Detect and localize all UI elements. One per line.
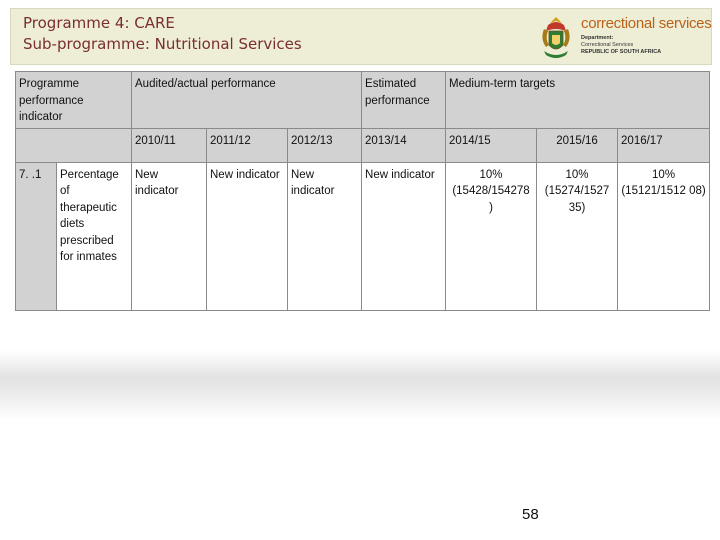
brand-name: correctional services (581, 15, 712, 32)
table-header-row (16, 72, 710, 129)
row-value-2010-11: New indicator (132, 162, 207, 310)
table-year-row (16, 128, 710, 162)
header-indicator-blank (16, 128, 132, 162)
year-header: 2010/11 (132, 128, 207, 162)
row-value-2013-14: New indicator (362, 162, 446, 310)
brand-sub-country: REPUBLIC OF SOUTH AFRICA (581, 49, 662, 55)
brand-block (581, 15, 711, 56)
programme-title: Programme 4: CARE (23, 14, 175, 32)
brand-sub-name: Correctional Services (581, 42, 634, 48)
year-header: 2012/13 (288, 128, 362, 162)
header-indicator: Programme performance indicator (16, 72, 132, 129)
performance-table (15, 71, 710, 311)
slide-title (23, 13, 302, 55)
row-value-2014-15: 10% (15428/154278 ) (446, 162, 537, 310)
year-header: 2016/17 (618, 128, 710, 162)
header-medium-term: Medium-term targets (446, 72, 710, 129)
page-number: 58 (522, 506, 539, 523)
row-indicator: Percentage of therapeutic diets prescribed for inmates (57, 162, 132, 310)
header-estimated: Estimated performance (362, 72, 446, 129)
department-logo (526, 13, 712, 61)
year-header: 2013/14 (362, 128, 446, 162)
year-header: 2014/15 (446, 128, 537, 162)
row-value-2011-12: New indicator (207, 162, 288, 310)
header-audited: Audited/actual performance (132, 72, 362, 129)
row-value-2016-17: 10% (15121/1512 08) (618, 162, 710, 310)
row-number: 7. .1 (16, 162, 57, 310)
bottom-gradient-band (0, 350, 720, 420)
slide-header (10, 8, 712, 65)
table-row (16, 162, 710, 310)
row-value-2015-16: 10% (15274/1527 35) (537, 162, 618, 310)
year-header: 2011/12 (207, 128, 288, 162)
row-value-2012-13: New indicator (288, 162, 362, 310)
year-header: 2015/16 (537, 128, 618, 162)
subprogramme-title: Sub-programme: Nutritional Services (23, 35, 302, 53)
coat-of-arms-icon (536, 15, 576, 59)
brand-sub-department: Department: (581, 35, 614, 41)
